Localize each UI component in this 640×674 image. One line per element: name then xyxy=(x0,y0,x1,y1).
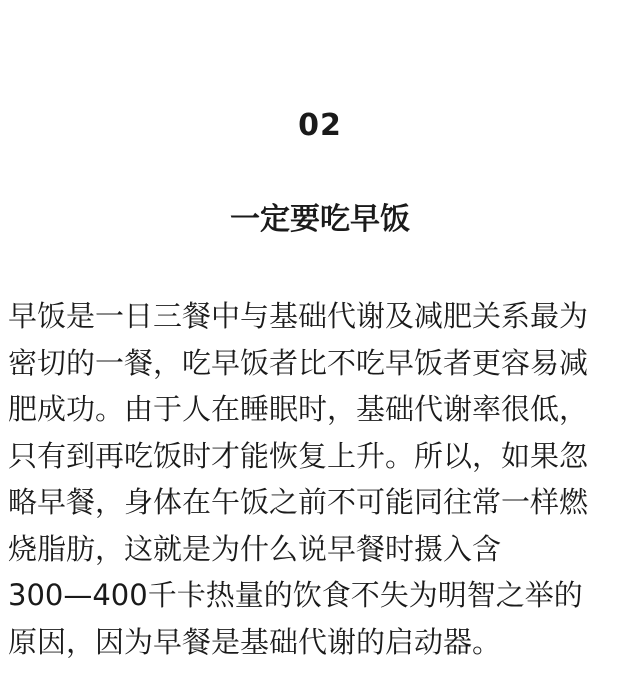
body-line: 略早餐，身体在午饭之前不可能同往常一样燃 xyxy=(8,485,589,519)
body-line: 只有到再吃饭时才能恢复上升。所以，如果忽 xyxy=(8,438,589,473)
body-paragraph xyxy=(8,293,636,665)
body-line: 密切的一餐，吃早饭者比不吃早饭者更容易减 xyxy=(8,345,589,380)
body-line: 原因，因为早餐是基础代谢的启动器。 xyxy=(8,624,502,659)
body-line: 肥成功。由于人在睡眠时，基础代谢率很低， xyxy=(8,392,589,426)
section-number: 02 xyxy=(298,108,342,143)
body-line: 早饭是一日三餐中与基础代谢及减肥关系最为 xyxy=(8,299,589,333)
body-line: 烧脂肪，这就是为什么说早餐时摄入含 xyxy=(8,531,502,566)
section-title: 一定要吃早饭 xyxy=(230,202,410,237)
body-line: 300—400千卡热量的饮食不失为明智之举的 xyxy=(8,578,583,612)
